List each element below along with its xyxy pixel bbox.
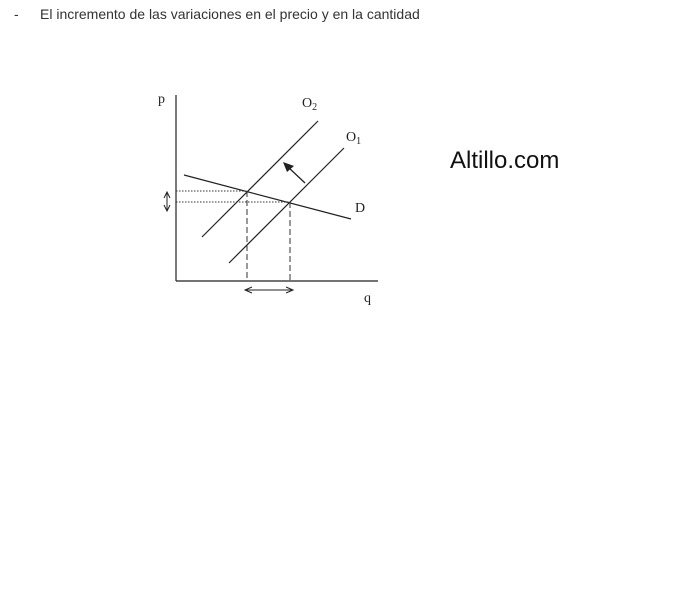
supply-curve-2-label: O2 [302,96,318,113]
shift-arrow-shaft [288,167,305,183]
y-axis-label: p [158,92,165,107]
demand-curve [184,175,351,219]
bullet-marker: - [14,6,19,22]
demand-curve-label: D [355,201,366,216]
bullet-text: El incremento de las variaciones en el precio y en la cantidad [40,6,420,22]
supply-curve-1-label: O1 [346,130,362,147]
x-axis-label: q [364,291,371,306]
watermark-logo: Altillo.com [450,147,560,174]
